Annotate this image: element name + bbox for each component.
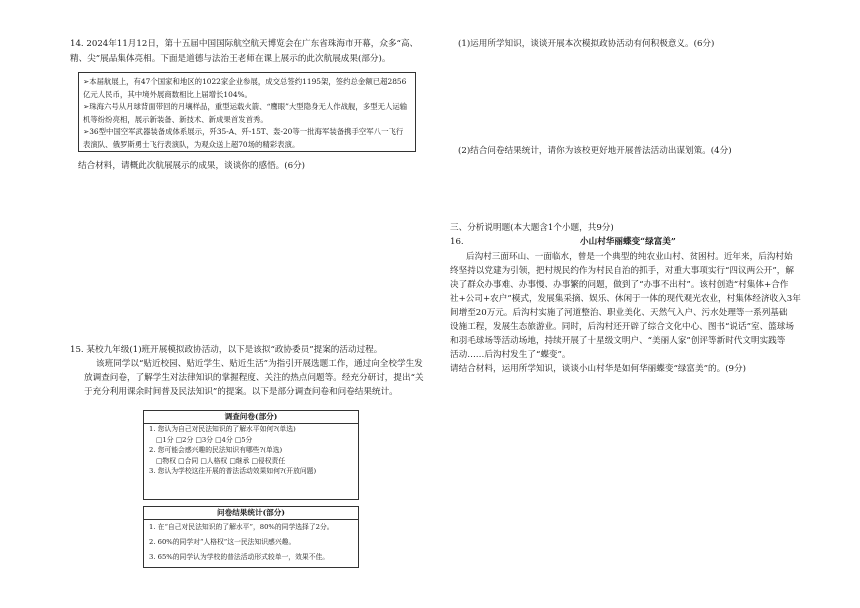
survey-box — [143, 410, 359, 500]
q16-title: 小山村华丽蝶变“绿富美” — [580, 237, 676, 247]
q16-line: 间增至20万元。后沟村实施了河道整治、职业美化、天然气入户、污水处理等一系列基础 — [450, 308, 788, 318]
survey-options-1: □1分 □2分 □3分 □4分 □5分 — [156, 435, 253, 444]
q16-line: 终坚持以党建为引领，把村规民约作为村民自治的抓手，对重大事项实行“四议两公开”，解 — [450, 266, 794, 276]
q16-line: 和羽毛球场等活动场地，持续开展了十星级文明户、“美丽人家”创评等新时代文明实践等 — [450, 336, 786, 346]
survey-question-3: 3. 您认为学校这往开展的普法活动效果如何?(开放问题) — [149, 467, 317, 476]
q14-prompt: 结合材料，请概此次航展展示的成果，谈谈你的感悟。(6分) — [78, 161, 306, 171]
stats-item-1: 1. 在“自己对民法知识的了解水平”，80%的同学选择了2分。 — [149, 523, 334, 531]
q14-material-box — [78, 72, 416, 152]
q16-line: 后沟村三面环山、一面临水，曾是一个典型的纯农业山村、贫困村。近年来，后沟村始 — [466, 252, 793, 262]
survey-title: 调查问卷(部分) — [144, 411, 358, 424]
q14-box-line: 亿元人民币，其中境外展商数相比上届增长104%。 — [83, 89, 252, 99]
q15-line3: 放调查问卷，了解学生对法律知识的掌握程度、关注的热点问题等。经充分研讨，提出“关 — [84, 373, 424, 383]
q14-box-line: ➢36型中国空军武器装备成体系展示，歼35-A、歼-15T、轰-20等一批海军装备携手空军八一飞行 — [83, 127, 404, 137]
q15-sub2: (2)结合问卷结果统计，请你为该校更好地开展普法活动出谋划策。(4分) — [458, 146, 732, 156]
survey-options-2: □物权 □合同 □人格权 □继承 □侵权责任 — [156, 456, 286, 465]
q15-line1: 15. 某校九年级(1)班开展模拟政协活动，以下是该拟“政协委员”提案的活动过程。 — [70, 345, 383, 355]
section3-heading: 三、分析说明题(本大题含1个小题，共9分) — [450, 223, 614, 233]
q14-box-line: 机等纷纷亮相，展示新装备、新技术、新成果首发首秀。 — [83, 114, 268, 124]
stats-title: 问卷结果统计(部分) — [144, 507, 358, 520]
stats-box — [143, 506, 359, 568]
q16-line: 决了群众办事难、办事慢、办事繁的问题，做到了“办事不出村”。该村创造“村集体+合作 — [450, 280, 789, 290]
q15-line2: 该班同学以“贴近校园、贴近学生、贴近生活”为指引开展选题工作，通过向全校学生发 — [96, 359, 423, 369]
q14-line2: 精、尖”展品集体亮相。下面是道德与法治王老师在课上展示的此次航展成果(部分)。 — [70, 54, 391, 64]
q16-number: 16. — [450, 237, 464, 247]
q14-line1: 14. 2024年11月12日，第十五届中国国际航空航天博览会在广东省珠海市开幕，众多“高、 — [70, 39, 419, 49]
q16-line: 设施工程，发展生态旅游业。同时，后沟村还开辟了综合文化中心、图书“说话”室、篮球场 — [450, 322, 794, 332]
survey-question-1: 1. 您认为自己对民法知识的了解水平如何?(单选) — [149, 425, 296, 433]
q14-box-line: ➢本届航展上，有47个国家和地区的1022家企业参展，成交总签约1195架，签约总金额已超2856 — [83, 77, 407, 86]
q14-box-line: 表演队、俄罗斯勇士飞行表演队，为观众送上超70场的精彩表演。 — [83, 139, 300, 149]
stats-item-2: 2. 60%的同学对“人格权”这一民法知识感兴趣。 — [149, 538, 296, 546]
q16-line: 活动……后沟村发生了“蝶变”。 — [450, 350, 571, 360]
q16-prompt: 请结合材料，运用所学知识，谈谈小山村华是如何华丽蝶变“绿富美”的。(9分) — [450, 364, 746, 374]
q16-line: 社+公司+农户”模式，发展集采摘、娱乐、休闲于一体的现代观光农业，村集体经济收入3年 — [450, 294, 801, 304]
q15-line4: 于充分利用课余时间普及民法知识”的提案。以下是部分调查问卷和问卷结果统计。 — [84, 387, 398, 397]
q14-box-line: ➢珠海六号从月球背面带回的月壤样品，重型运载火箭、“鹰眼”大型隐身无人作战舰，多型无人运输 — [83, 102, 408, 112]
survey-question-2: 2. 您可能会感兴趣的民法知识有哪些?(单选) — [149, 446, 283, 455]
stats-item-3: 3. 65%的同学认为学校的普法活动形式较单一，效果不佳。 — [149, 553, 330, 561]
q15-sub1: (1)运用所学知识，谈谈开展本次模拟政协活动有何积极意义。(6分) — [458, 39, 715, 49]
